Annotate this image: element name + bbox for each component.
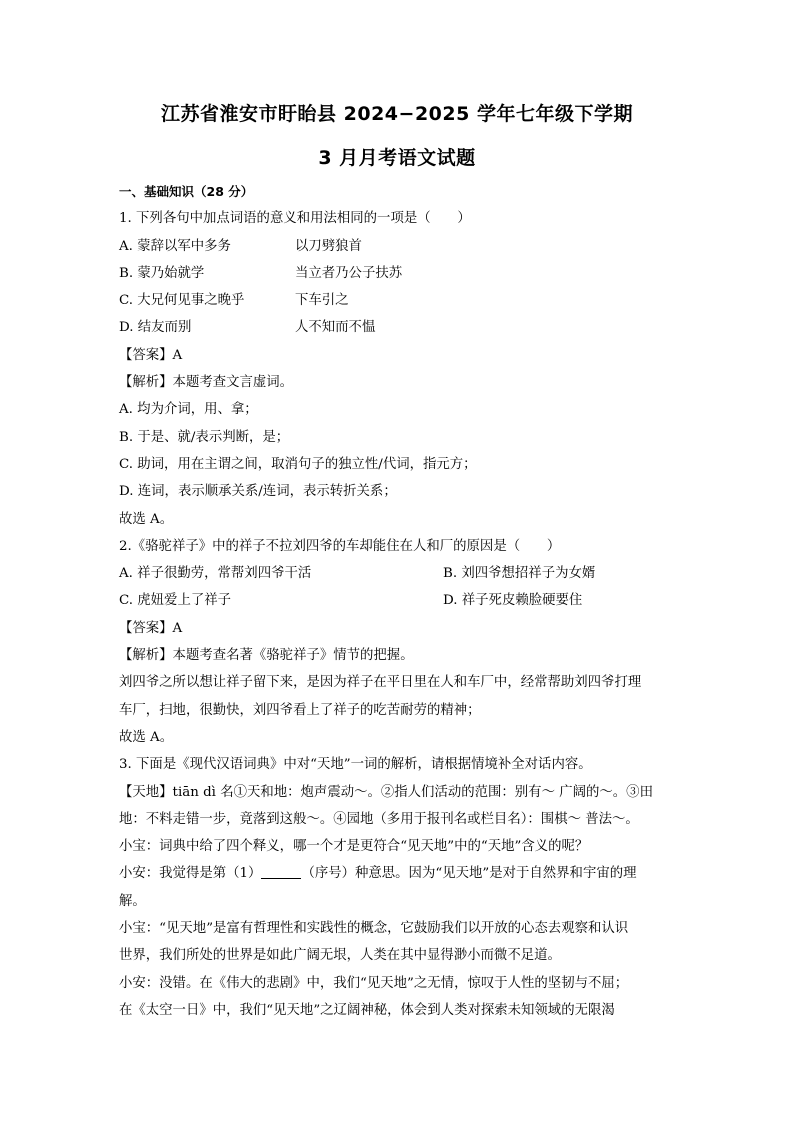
question-1-option-c xyxy=(119,287,679,314)
option-right: 下车引之 xyxy=(295,293,349,309)
section-heading: 一、基础知识（28 分） xyxy=(119,184,254,199)
option-right: D. 祥子死皮赖脸硬要住 xyxy=(443,593,583,609)
dialogue-line: 在《太空一日》中，我们“见天地”之辽阔神秘，体会到人类对探索未知领域的无限渴 xyxy=(119,1002,615,1018)
option-right: 当立者乃公子扶苏 xyxy=(295,265,403,281)
dialogue-line: 小宝：词典中给了四个释义，哪一个才是更符合“见天地”中的“天地”含义的呢？ xyxy=(119,839,589,855)
option-left: C. 虎妞爱上了祥子 xyxy=(119,593,232,609)
question-1-option-d xyxy=(119,314,679,341)
dialogue-text: 小安：我觉得是第（1） xyxy=(119,866,262,882)
page-subtitle: 3 月月考语文试题 xyxy=(318,147,476,169)
question-1-analysis: B. 于是、就/表示判断，是； xyxy=(119,429,290,445)
option-left: D. 结友而别 xyxy=(119,320,192,336)
question-2-analysis: 【解析】本题考查名著《骆驼祥子》情节的把握。 xyxy=(119,648,414,664)
question-1-analysis: A. 均为介词，用、拿； xyxy=(119,402,258,418)
question-1-option-b xyxy=(119,260,679,287)
dialogue-line xyxy=(119,860,679,887)
question-1-stem: 1. 下列各句中加点词语的意义和用法相同的一项是（ ） xyxy=(119,211,471,227)
option-left: A. 蒙辞以军中多务 xyxy=(119,238,231,254)
dialogue-text: （序号）种意思。因为“见天地”是对于自然界和宇宙的理 xyxy=(301,866,637,882)
option-right: B. 刘四爷想招祥子为女婿 xyxy=(443,566,596,582)
question-1-analysis: 故选 A。 xyxy=(119,511,174,527)
document-body xyxy=(119,178,679,1024)
dialogue-line: 小安：没错。在《伟大的悲剧》中，我们“见天地”之无情，惊叹于人性的坚韧与不屈； xyxy=(119,975,629,991)
question-2-analysis: 车厂，扫地，很勤快，刘四爷看上了祥子的吃苦耐劳的精神； xyxy=(119,702,481,718)
dictionary-entry: 【天地】tiān dì 名①天和地：炮声震动～。②指人们活动的范围：别有～ 广阔的～。③田 xyxy=(119,784,653,800)
option-right: 以刀劈狼首 xyxy=(295,238,362,254)
question-1-option-a xyxy=(119,233,679,260)
question-2-options-row xyxy=(119,587,679,614)
dictionary-entry: 地：不料走错一步，竟落到这般～。④园地（多用于报刊名或栏目名）：围棋～ 普法～。 xyxy=(119,811,639,827)
question-1-analysis: C. 助词，用在主谓之间，取消句子的独立性/代词，指元方； xyxy=(119,456,477,472)
dialogue-line: 解。 xyxy=(119,893,146,909)
option-left: C. 大兄何见事之晚乎 xyxy=(119,293,245,309)
question-1-analysis: D. 连词，表示顺承关系/连词，表示转折关系； xyxy=(119,484,397,500)
question-1-answer: 【答案】A xyxy=(119,347,183,363)
question-2-stem: 2.《骆驼祥子》中的祥子不拉刘四爷的车却能住在人和厂的原因是（ ） xyxy=(119,538,561,554)
question-1-analysis: 【解析】本题考查文言虚词。 xyxy=(119,375,294,391)
fill-in-blank xyxy=(261,864,301,879)
option-left: B. 蒙乃始就学 xyxy=(119,265,205,281)
option-right: 人不知而不愠 xyxy=(295,320,376,336)
question-2-answer: 【答案】A xyxy=(119,620,183,636)
question-2-analysis: 刘四爷之所以想让祥子留下来，是因为祥子在平日里在人和车厂中，经常帮助刘四爷打理 xyxy=(119,675,642,691)
page-title: 江苏省淮安市盱眙县 2024−2025 学年七年级下学期 xyxy=(161,103,633,125)
dialogue-line: 世界，我们所处的世界是如此广阔无垠，人类在其中显得渺小而微不足道。 xyxy=(119,948,561,964)
option-left: A. 祥子很勤劳，常帮刘四爷干活 xyxy=(119,566,312,582)
question-3-stem: 3. 下面是《现代汉语词典》中对“天地”一词的解析，请根据情境补全对话内容。 xyxy=(119,757,592,773)
question-2-analysis: 故选 A。 xyxy=(119,729,174,745)
question-2-options-row xyxy=(119,560,679,587)
dialogue-line: 小宝：“见天地”是富有哲理性和实践性的概念，它鼓励我们以开放的心态去观察和认识 xyxy=(119,921,629,937)
